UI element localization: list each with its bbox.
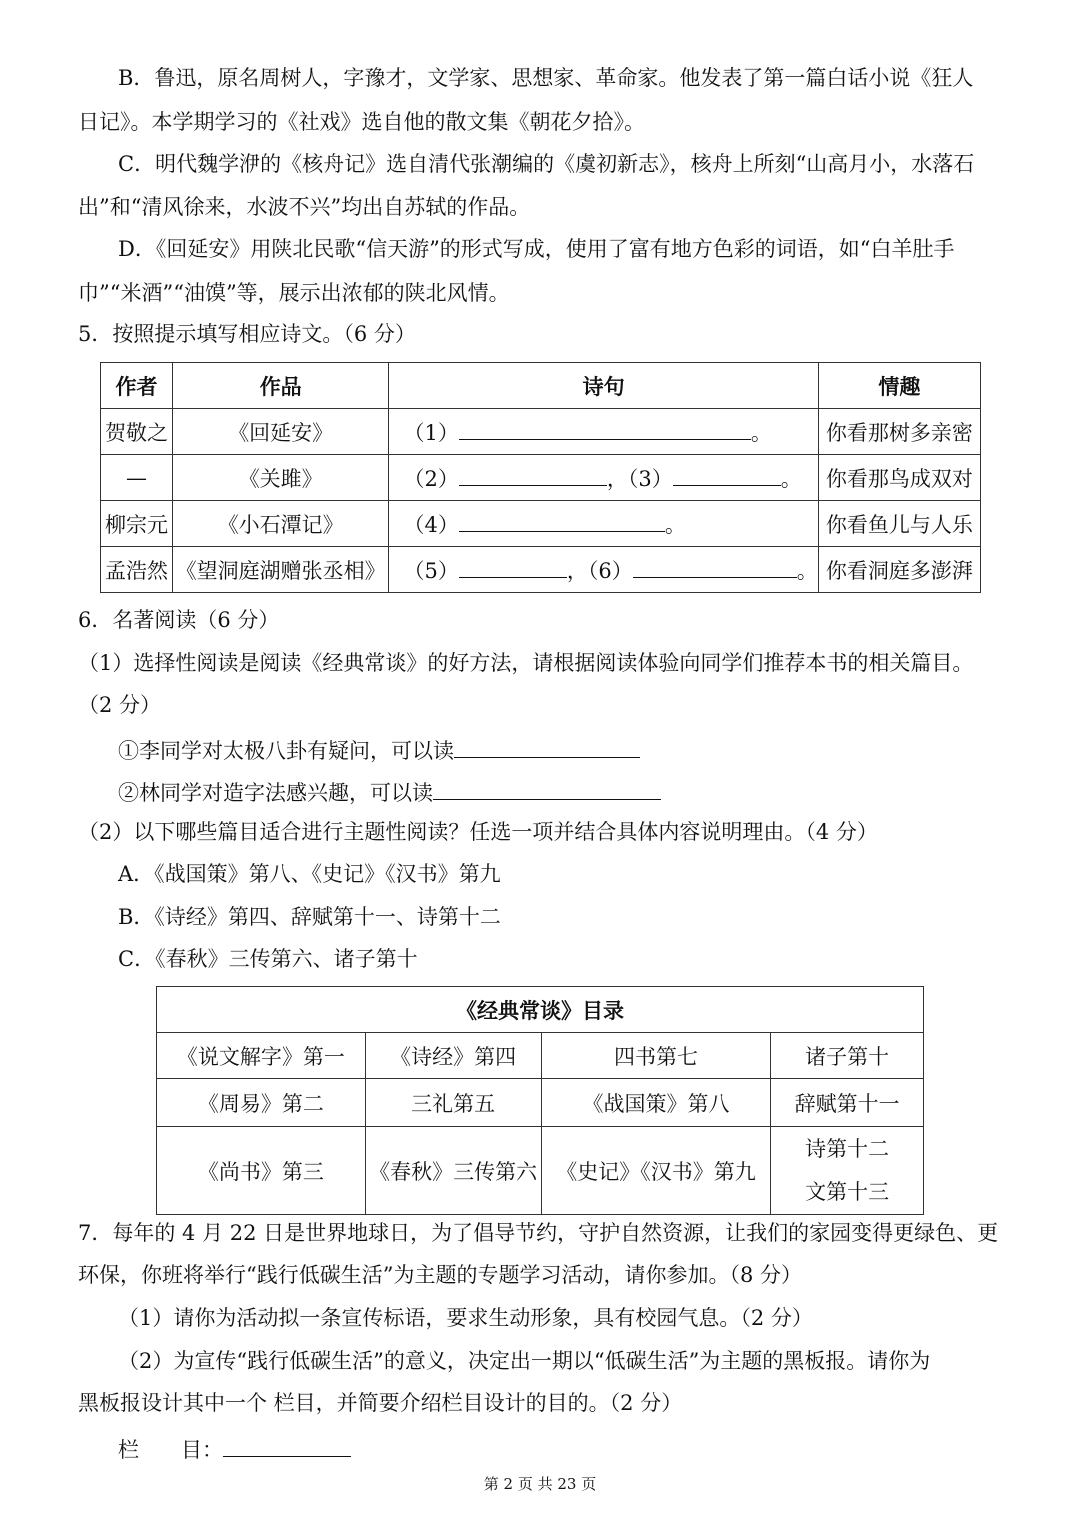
q7-line-2: 环保，你班将举行“践行低碳生活”为主题的专题学习活动，请你参加。（8 分） xyxy=(78,1263,803,1287)
period: 。 xyxy=(750,420,772,445)
work-cell: 《回延安》 xyxy=(172,409,389,455)
option-b-line-2: 日记》。本学期学习的《社戏》选自他的散文集《朝花夕拾》。 xyxy=(78,110,645,134)
q6-part1-line-1: （1）选择性阅读是阅读《经典常谈》的好方法，请根据阅读体验向同学们推荐本书的相关篇目。 xyxy=(78,651,974,675)
header-verse: 诗句 xyxy=(389,363,818,409)
option-d-line-1: D．《回延安》用陕北民歌“信天游”的形式写成，使用了富有地方色彩的词语，如“白羊肚手 xyxy=(118,237,955,261)
interest-cell: 你看那鸟成双对 xyxy=(818,455,980,501)
blank-5[interactable] xyxy=(459,557,567,578)
toc-cell: 《尚书》第三 xyxy=(157,1127,366,1215)
table-row xyxy=(157,1033,924,1079)
work-cell: 《望洞庭湖赠张丞相》 xyxy=(172,547,389,593)
answer-blank-item-1[interactable] xyxy=(454,737,640,758)
author-cell: 贺敬之 xyxy=(101,409,173,455)
q6-item-1-text: ①李同学对太极八卦有疑问，可以读 xyxy=(118,739,454,763)
blank-label-3: ，（3） xyxy=(606,466,673,491)
option-d-line-2: 巾”“米酒”“油馍”等，展示出浓郁的陕北风情。 xyxy=(78,281,510,305)
toc-cell: 四书第七 xyxy=(541,1033,771,1079)
blank-4[interactable] xyxy=(459,511,665,532)
column-answer-blank[interactable] xyxy=(223,1436,351,1457)
blank-label-1: （1） xyxy=(403,420,459,445)
option-c-line-1: C．明代魏学洢的《核舟记》选自清代张潮编的《虞初新志》，核舟上所刻“山高月小，水落石 xyxy=(118,152,975,176)
toc-cell: 《战国策》第八 xyxy=(541,1079,771,1127)
blank-label-4: （4） xyxy=(403,512,459,537)
author-cell: 柳宗元 xyxy=(101,501,173,547)
table-header-row xyxy=(101,363,981,409)
blank-label-5: （5） xyxy=(403,558,459,583)
column-label: 栏 目： xyxy=(118,1438,223,1462)
option-b-line-1: B．鲁迅，原名周树人，字豫才，文学家、思想家、革命家。他发表了第一篇白话小说《狂人 xyxy=(118,66,974,90)
q7-part-2-line-1: （2）为宣传“践行低碳生活”的意义，决定出一期以“低碳生活”为主题的黑板报。请你为 xyxy=(118,1349,931,1373)
header-work: 作品 xyxy=(172,363,389,409)
q7-part-1: （1）请你为活动拟一条宣传标语，要求生动形象，具有校园气息。（2 分） xyxy=(118,1306,813,1330)
blank-1[interactable] xyxy=(459,419,751,440)
q6-item-2-text: ②林同学对造字法感兴趣，可以读 xyxy=(118,781,433,805)
column-field xyxy=(118,1436,351,1461)
toc-cell: 诸子第十 xyxy=(771,1033,924,1079)
toc-cell xyxy=(771,1127,924,1215)
blank-6[interactable] xyxy=(633,557,797,578)
answer-blank-item-2[interactable] xyxy=(433,779,661,800)
q6-option-a: A．《战国策》第八、《史记》《汉书》第九 xyxy=(118,862,501,886)
header-author: 作者 xyxy=(101,363,173,409)
q7-part-2-line-2: 黑板报设计其中一个 栏目，并简要介绍栏目设计的目的。（2 分） xyxy=(78,1391,683,1415)
table-row xyxy=(101,455,981,501)
q5-title: 5．按照提示填写相应诗文。（6 分） xyxy=(78,322,416,346)
toc-cell: 《说文解字》第一 xyxy=(157,1033,366,1079)
blank-label-2: （2） xyxy=(403,466,459,491)
period: 。 xyxy=(796,558,818,583)
toc-cell-line: 文第十三 xyxy=(805,1179,890,1204)
poem-table xyxy=(100,362,981,593)
q7-line-1: 7．每年的 4 月 22 日是世界地球日，为了倡导节约，守护自然资源，让我们的家园变得更绿色、更 xyxy=(78,1221,999,1245)
blank-label-6: ，（6） xyxy=(566,558,633,583)
header-interest: 情趣 xyxy=(818,363,980,409)
period: 。 xyxy=(664,512,686,537)
table-row xyxy=(101,409,981,455)
table-row xyxy=(157,1127,924,1215)
toc-cell: 辞赋第十一 xyxy=(771,1079,924,1127)
author-cell: — xyxy=(101,455,173,501)
table-row xyxy=(157,1079,924,1127)
verse-cell xyxy=(389,409,818,455)
blank-3[interactable] xyxy=(673,465,781,486)
q6-option-b: B．《诗经》第四、辞赋第十一、诗第十二 xyxy=(118,905,501,929)
q6-title: 6．名著阅读（6 分） xyxy=(78,608,280,632)
verse-cell xyxy=(389,501,818,547)
q6-part1-line-2: （2 分） xyxy=(78,693,162,717)
author-cell: 孟浩然 xyxy=(101,547,173,593)
option-c-line-2: 出”和“清风徐来，水波不兴”均出自苏轼的作品。 xyxy=(78,195,531,219)
toc-cell: 《周易》第二 xyxy=(157,1079,366,1127)
q6-item-2 xyxy=(118,779,661,804)
toc-cell: 《春秋》三传第六 xyxy=(365,1127,541,1215)
verse-cell xyxy=(389,547,818,593)
toc-table xyxy=(156,986,924,1215)
work-cell: 《关雎》 xyxy=(172,455,389,501)
interest-cell: 你看洞庭多澎湃 xyxy=(818,547,980,593)
interest-cell: 你看那树多亲密 xyxy=(818,409,980,455)
q6-option-c: C．《春秋》三传第六、诸子第十 xyxy=(118,947,418,971)
toc-cell: 《诗经》第四 xyxy=(365,1033,541,1079)
verse-cell xyxy=(389,455,818,501)
q6-part2: （2）以下哪些篇目适合进行主题性阅读？任选一项并结合具体内容说明理由。（4 分） xyxy=(78,820,878,844)
period: 。 xyxy=(780,466,802,491)
q6-item-1 xyxy=(118,737,640,762)
blank-2[interactable] xyxy=(459,465,607,486)
page-footer: 第 2 页 共 23 页 xyxy=(483,1475,597,1493)
toc-cell: 三礼第五 xyxy=(365,1079,541,1127)
table-row xyxy=(101,501,981,547)
toc-cell: 《史记》《汉书》第九 xyxy=(541,1127,771,1215)
table-row xyxy=(101,547,981,593)
toc-cell-line: 诗第十二 xyxy=(805,1136,890,1161)
work-cell: 《小石潭记》 xyxy=(172,501,389,547)
toc-title: 《经典常谈》目录 xyxy=(157,987,924,1033)
interest-cell: 你看鱼儿与人乐 xyxy=(818,501,980,547)
